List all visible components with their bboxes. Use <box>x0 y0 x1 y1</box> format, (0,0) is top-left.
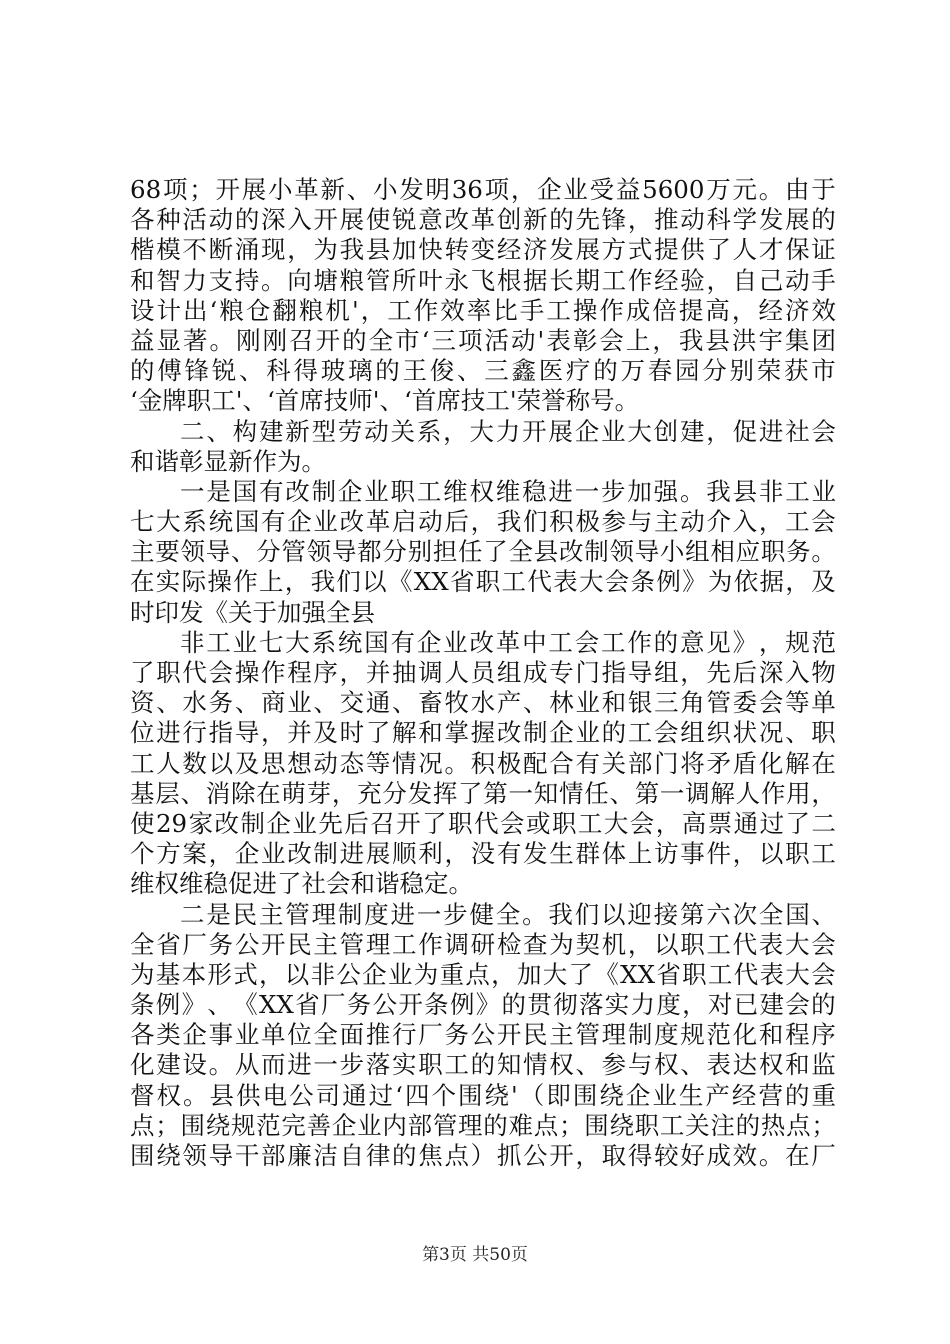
text-line: 维权维稳促进了社会和谐稳定。 <box>130 869 473 899</box>
text-line: 各 种 活 动 的 深 入 开 展 使 锐 意 改 革 创 新 的 先 锋 ， 推 动 科 学 发 展 的 <box>130 205 836 235</box>
text-line: 主 要 领 导 、 分 管 领 导 都 分 别 担 任 了 全 县 改 制 领 导 小 组 相 应 职 务 。 <box>130 537 836 567</box>
paragraph-start: 非 工 业 七 大 系 统 国 有 企 业 改 革 中 工 会 工 作 的 意 见 》 ， 规 范 <box>180 627 836 657</box>
text-line: 点 ； 围 绕 规 范 完 善 企 业 内 部 管 理 的 难 点 ； 围 绕 职 工 关 注 的 热 点 ； <box>130 1110 836 1140</box>
text-line: 了 职 代 会 操 作 程 序 ， 并 抽 调 人 员 组 成 专 门 指 导 组 ， 先 后 深 入 物 <box>130 658 836 687</box>
paragraph-start: 二 是 民 主 管 理 制 度 进 一 步 健 全 。 我 们 以 迎 接 第 六 次 全 国 、 <box>180 899 836 929</box>
text-line: 全 省 厂 务 公 开 民 主 管 理 工 作 调 研 检 查 为 契 机 ， 以 职 工 代 表 大 会 <box>130 929 836 959</box>
text-line: 楷 模 不 断 涌 现 ， 为 我 县 加 快 转 变 经 济 发 展 方 式 提 供 了 人 才 保 证 <box>130 235 836 265</box>
text-line: ‘金牌职工'、‘首席技师'、‘首席技工'荣誉称号。 <box>130 386 640 416</box>
text-line: 七 大 系 统 国 有 企 业 改 革 启 动 后 ， 我 们 积 极 参 与 主 动 介 入 ， 工 会 <box>130 507 836 537</box>
page-number-footer: 第3页 共50页 <box>422 1245 528 1265</box>
text-line: 在 实 际 操 作 上 ， 我 们 以 《 XX 省 职 工 代 表 大 会 条 例 》 为 依 据 ， 及 <box>130 567 836 597</box>
text-line: 基 层 、 消 除 在 萌 芽 ， 充 分 发 挥 了 第 一 知 情 任 、 第 一 调 解 人 作 用 ， <box>130 778 836 808</box>
text-line: 为 基 本 形 式 ， 以 非 公 企 业 为 重 点 ， 加 大 了 《 XX 省 职 工 代 表 大 会 <box>130 959 836 989</box>
text-line: 围 绕 领 导 干 部 廉 洁 自 律 的 焦 点 ） 抓 公 开 ， 取 得 较 好 成 效 。 在 厂 <box>130 1141 836 1170</box>
text-line: 68 项 ； 开 展 小 革 新 、 小 发 明 36 项 ， 企 业 受 益 5600 万 元 。 由 于 <box>130 175 836 204</box>
text-line: 化 建 设 。 从 而 进 一 步 落 实 职 工 的 知 情 权 、 参 与 权 、 表 达 权 和 监 <box>130 1050 836 1080</box>
text-line: 时印发《关于加强全县 <box>130 597 375 627</box>
paragraph-start: 一 是 国 有 改 制 企 业 职 工 维 权 维 稳 进 一 步 加 强 。 我 县 非 工 业 <box>180 476 836 506</box>
text-line: 的 傅 锋 锐 、 科 得 玻 璃 的 王 俊 、 三 鑫 医 疗 的 万 春 园 分 别 荣 获 市 <box>130 356 836 386</box>
text-line: 资 、 水 务 、 商 业 、 交 通 、 畜 牧 水 产 、 林 业 和 银 三 角 管 委 会 等 单 <box>130 688 836 718</box>
text-line: 益 显 著 。 刚 刚 召 开 的 全 市 ‘ 三 项 活 动 ' 表 彰 会 上 ， 我 县 洪 宇 集 团 <box>130 325 836 355</box>
document-body <box>130 175 836 1171</box>
section-heading: 二 、 构 建 新 型 劳 动 关 系 ， 大 力 开 展 企 业 大 创 建 ， 促 进 社 会 <box>180 416 836 446</box>
text-line: 位 进 行 指 导 ， 并 及 时 了 解 和 掌 握 改 制 企 业 的 工 会 组 织 状 况 、 职 <box>130 718 836 748</box>
text-line: 使 29 家 改 制 企 业 先 后 召 开 了 职 代 会 或 职 工 大 会 ， 高 票 通 过 了 二 <box>130 808 836 838</box>
text-line: 各 类 企 事 业 单 位 全 面 推 行 厂 务 公 开 民 主 管 理 制 度 规 范 化 和 程 序 <box>130 1020 836 1050</box>
text-line: 设 计 出 ‘ 粮 仓 翻 粮 机 ' ， 工 作 效 率 比 手 工 操 作 成 倍 提 高 ， 经 济 效 <box>130 295 836 325</box>
text-line: 工 人 数 以 及 思 想 动 态 等 情 况 。 积 极 配 合 有 关 部 门 将 矛 盾 化 解 在 <box>130 748 836 778</box>
text-line: 和 智 力 支 持 。 向 塘 粮 管 所 叶 永 飞 根 据 长 期 工 作 经 验 ， 自 己 动 手 <box>130 265 836 295</box>
text-line: 和谐彰显新作为。 <box>130 446 326 476</box>
text-line: 条 例 》 、 《 XX 省 厂 务 公 开 条 例 》 的 贯 彻 落 实 力 度 ， 对 已 建 会 的 <box>130 990 836 1020</box>
text-line: 个 方 案 ， 企 业 改 制 进 展 顺 利 ， 没 有 发 生 群 体 上 访 事 件 ， 以 职 工 <box>130 839 836 869</box>
text-line: 督 权 。 县 供 电 公 司 通 过 ‘ 四 个 围 绕 ' （ 即 围 绕 企 业 生 产 经 营 的 重 <box>130 1080 836 1110</box>
